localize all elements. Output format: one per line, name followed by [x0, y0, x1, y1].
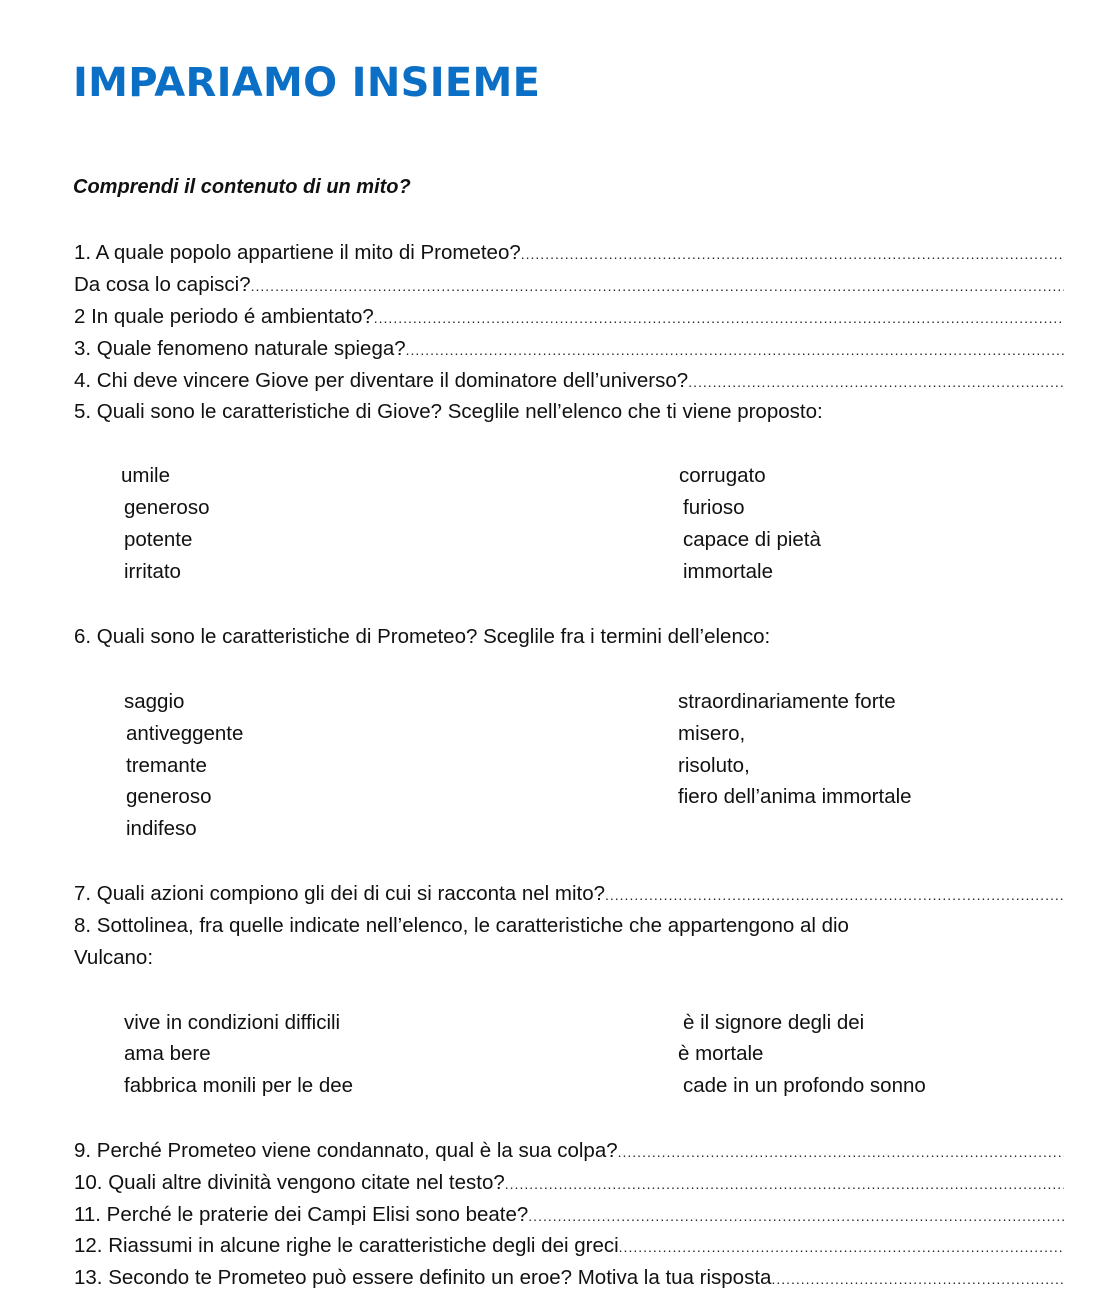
question-text: Da cosa lo capisci?	[74, 273, 251, 296]
answer-line	[771, 1264, 1064, 1293]
question-text: 9. Perché Prometeo viene condannato, qual è la sua colpa?	[74, 1139, 618, 1162]
answer-line	[521, 239, 1064, 268]
question-7	[74, 879, 1064, 909]
giove-option: potente	[124, 528, 193, 551]
vulcano-option: è il signore degli dei	[683, 1011, 865, 1034]
question-8	[74, 911, 1064, 941]
giove-option: corrugato	[679, 464, 766, 487]
vulcano-option: è mortale	[678, 1042, 764, 1065]
giove-option: generoso	[124, 496, 210, 519]
section-subtitle: Comprendi il contenuto di un mito?	[73, 176, 411, 198]
question-2	[74, 302, 1064, 332]
vulcano-option: cade in un profondo sonno	[683, 1074, 926, 1097]
question-text: 12. Riassumi in alcune righe le caratteristiche degli dei greci	[74, 1234, 619, 1257]
question-text: 7. Quali azioni compiono gli dei di cui si racconta nel mito?	[74, 882, 605, 905]
question-8-continued	[74, 943, 1064, 973]
vulcano-option: ama bere	[124, 1042, 211, 1065]
answer-line	[528, 1201, 1064, 1230]
question-text: Vulcano:	[74, 946, 154, 969]
question-9	[74, 1136, 1064, 1166]
question-text: 6. Quali sono le caratteristiche di Prometeo? Sceglile fra i termini dell’elenco:	[74, 625, 771, 648]
giove-option: furioso	[683, 496, 745, 519]
question-text: 8. Sottolinea, fra quelle indicate nell’elenco, le caratteristiche che appartengono al dio	[74, 914, 849, 937]
prometeo-option: tremante	[126, 754, 207, 777]
question-text: 5. Quali sono le caratteristiche di Giove? Sceglile nell’elenco che ti viene proposto:	[74, 400, 823, 423]
question-11	[74, 1200, 1064, 1230]
answer-line	[406, 335, 1064, 364]
question-text: 1. A quale popolo appartiene il mito di Prometeo?	[74, 241, 521, 264]
question-13	[74, 1263, 1064, 1293]
giove-option: irritato	[124, 560, 181, 583]
question-12	[74, 1231, 1064, 1261]
question-4	[74, 366, 1064, 396]
prometeo-option: straordinariamente forte	[678, 690, 896, 713]
vulcano-option: fabbrica monili per le dee	[124, 1074, 354, 1097]
giove-option: umile	[121, 464, 170, 487]
question-text: 2 In quale periodo é ambientato?	[74, 305, 374, 328]
prometeo-option: indifeso	[126, 817, 197, 840]
question-text: 11. Perché le praterie dei Campi Elisi sono beate?	[74, 1203, 529, 1226]
answer-line	[251, 271, 1064, 300]
answer-line	[605, 880, 1064, 909]
vulcano-option: vive in condizioni difficili	[124, 1011, 341, 1034]
question-text: 3. Quale fenomeno naturale spiega?	[74, 337, 406, 360]
prometeo-option: antiveggente	[126, 722, 244, 745]
answer-line	[619, 1232, 1064, 1261]
question-text: 10. Quali altre divinità vengono citate nel testo?	[74, 1171, 505, 1194]
question-10	[74, 1168, 1064, 1198]
question-1b	[74, 270, 1064, 300]
page-title: IMPARIAMO INSIEME	[73, 60, 541, 106]
giove-option: immortale	[683, 560, 773, 583]
answer-line	[505, 1169, 1064, 1198]
question-6	[74, 622, 1064, 652]
prometeo-option: fiero dell’anima immortale	[678, 785, 912, 808]
question-1	[74, 238, 1064, 268]
question-text: 13. Secondo te Prometeo può essere definito un eroe? Motiva la tua risposta	[74, 1266, 772, 1289]
question-text: 4. Chi deve vincere Giove per diventare il dominatore dell’universo?	[74, 369, 689, 392]
prometeo-option: generoso	[126, 785, 212, 808]
prometeo-option: saggio	[124, 690, 185, 713]
giove-option: capace di pietà	[683, 528, 821, 551]
question-3	[74, 334, 1064, 364]
answer-line	[618, 1137, 1064, 1166]
answer-line	[374, 303, 1064, 332]
prometeo-option: risoluto,	[678, 754, 750, 777]
question-5	[74, 397, 1064, 427]
answer-line	[688, 367, 1064, 396]
prometeo-option: misero,	[678, 722, 746, 745]
